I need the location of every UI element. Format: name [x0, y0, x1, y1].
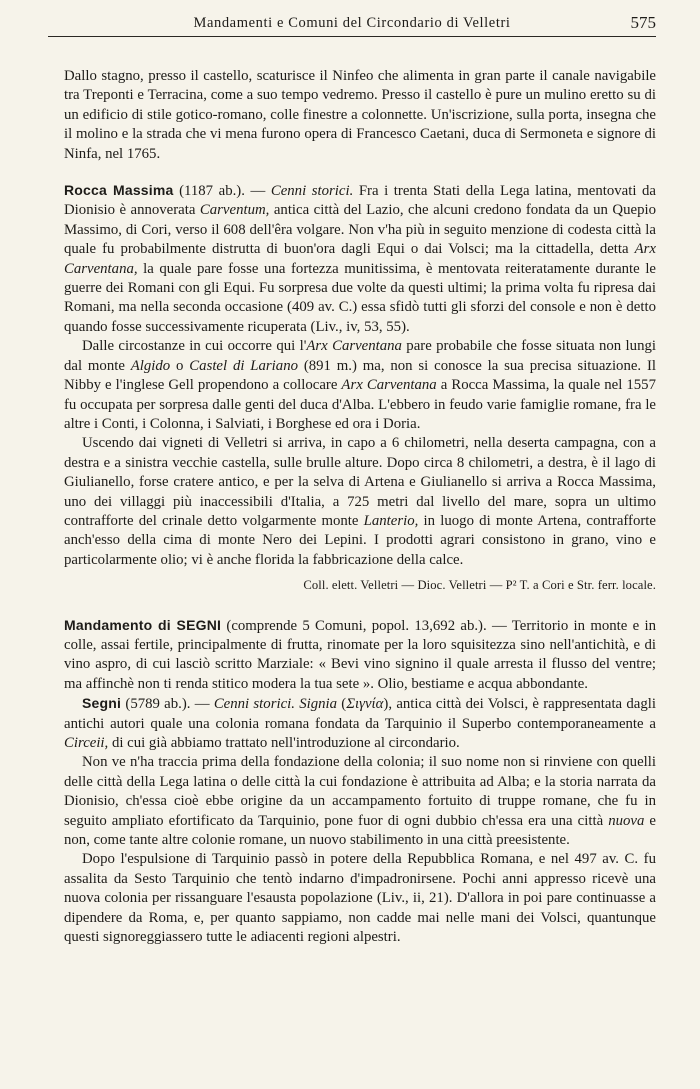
- text: ), antica città dei Volsci, è rappresentata dagli antichi autori quale una colonia romana fondata da Tarquinio il Superbo contemporaneamente a: [64, 696, 656, 732]
- paragraph-text: Dallo stagno, presso il castello, scaturisce il Ninfeo che alimenta in gran parte il canale navigabile tra Treponti e Terracina, come a suo tempo vedremo. Presso il castello è pure un mulino eretto su di un edificio di stile gotico-romano, colle finestre a colonnette. Un'iscrizione, sulla porta, insegna che il molino e la strada che vi mena furono opera di Francesco Caetani, duca di Sermoneta e signore di Ninfa, nel 1765.: [64, 68, 656, 162]
- paragraph-arx-carventana: [64, 337, 656, 434]
- italic-text: Σιγνία: [346, 696, 384, 713]
- administrative-note: Coll. elett. Velletri — Dioc. Velletri — P² T. a Cori e Str. ferr. locale.: [303, 578, 656, 593]
- italic-text: Arx Carventana: [341, 377, 437, 394]
- text: (: [337, 696, 347, 713]
- text: (1187 ab.). —: [173, 183, 271, 200]
- section-heading-mandamento-segni: Mandamento di SEGNI: [64, 616, 222, 633]
- italic-text: Algido: [130, 357, 171, 374]
- paragraph-ninfa: [64, 67, 656, 164]
- italic-text: Arx Carventana,: [64, 241, 656, 277]
- italic-text: Cenni storici.: [270, 183, 354, 200]
- paragraph-rocca-massima: [64, 181, 656, 337]
- italic-text: nuova: [608, 812, 645, 829]
- italic-text: Cenni storici. Signia: [213, 696, 338, 713]
- text: Fra i trenta Stati della Lega latina, mentovati da Dionisio è annoverata: [64, 183, 657, 219]
- italic-text: Carventum,: [199, 202, 270, 219]
- running-header: [48, 14, 656, 37]
- text: o: [170, 357, 190, 374]
- text: (891 m.) ma, non si conosce la sua precisa situazione. Il Nibby e l'inglese Gell propendono a collocare: [64, 357, 657, 394]
- header-title: Mandamenti e Comuni del Circondario di Velletri: [193, 15, 511, 31]
- italic-text: Circeii,: [64, 735, 109, 751]
- text: e non, come tante altre colonie romane, un nuovo stabilimento in una città preesistente.: [64, 812, 656, 849]
- text: pare probabile che fosse situata non lungi dal monte: [64, 338, 656, 374]
- italic-text: Castel di Lariano: [189, 357, 298, 374]
- section-heading-rocca-massima: Rocca Massima: [64, 182, 174, 199]
- text: Dalle circostanze in cui occorre qui l': [82, 338, 307, 355]
- page-number: 575: [630, 13, 656, 32]
- italic-text: Lanterio,: [363, 512, 419, 529]
- section-heading-segni: Segni: [82, 695, 122, 712]
- text: di cui già abbiamo trattato nell'introduzione al circondario.: [108, 735, 460, 751]
- text: Non ve n'ha traccia prima della fondazione della colonia; il suo nome non si rinviene con quelli delle città della Lega latina o delle città la cui fondazione è attribuita ad Alba; e la storia narrata da Dionisio, ch'essa cioè ebbe origine da un accampamento fortuito di truppe romane, che fu in seguito ampliato efortificato da Tarquinio, pone fuor di ogni dubbio ch'essa era una città: [64, 754, 656, 829]
- paragraph-route: [64, 434, 656, 570]
- paragraph-segni-origin: [64, 753, 656, 850]
- text: in luogo di monte Artena, contrafforte anch'esso della cima di monte Nero dei Lepini. I prodotti agrari consistono in grano, vino e particolarmente olio; vi è anche florida la fabbricazione della calce.: [64, 512, 656, 568]
- italic-text: Arx Carventana: [306, 338, 402, 355]
- text: la quale pare fosse una fortezza munitissima, è mentovata reiteratamente durante le guerre dei Romani con gli Equi. Fu sorpresa due volte da questi ultimi; la prima volta fu ripresa dai Romani, ma nella seconda occasione (409 av. C.) essa sfidò tutti gli sforzi del console e non è detto quando fosse successivamente ricuperata (Liv., iv, 53, 55).: [64, 260, 656, 335]
- paragraph-segni-history: [64, 850, 656, 947]
- text: a Rocca Massima, la quale nel 1557 fu occupata per sorpresa dalle genti del duca d'Alba. L'ebbero in feudo varie famiglie romane, fra le altre i Conti, i Colonna, i Salviati, i Borghese ed ora i Doria.: [64, 377, 656, 432]
- page-body: [64, 67, 656, 947]
- paragraph-mandamento-segni: [64, 616, 656, 695]
- text: Uscendo dai vigneti di Velletri si arriva, in capo a 6 chilometri, nella deserta campagna, con a destra e a sinistra vecchie castella, sulle brulle alture. Dopo circa 8 chilometri, a destra, è il lago di Giulianello, forse cratere antico, e per la selva di Artena e Giulianello si arriva a Rocca Massima, uno dei villaggi più inaccessibili d'Italia, a 725 metri dal livello del mare, sopra un ultimo contrafforte del crinale detto volgarmente monte: [64, 435, 656, 529]
- text: Dopo l'espulsione di Tarquinio passò in potere della Repubblica Romana, e nel 497 av. C. fu assalita da Sesto Tarquinio che tentò indarno d'impadronirsene. Pochi anni appresso ricevè una nuova colonia per rissanguare l'esausta popolazione (Liv., ii, 21). D'allora in poi pare continuasse a dipendere da Roma, e, per quanto sappiamo, non cadde mai nelle mani dei Volsci, quantunque questi signoreggiassero tutte le adiacenti regioni alpestri.: [64, 851, 656, 946]
- text: (comprende 5 Comuni, popol. 13,692 ab.). — Territorio in monte e in colle, assai fertile, principalmente di frutta, rinomate per la loro squisitezza sino nell'antichità, e di vino aspro, di cui lasciò scritto Marziale: « Bevi vino signino il quale arresta il flusso del ventre; ma affinchè non ti renda stitico modera la tua sete ». Olio, bestiame e acqua abbondante.: [64, 617, 656, 692]
- text: antica città del Lazio, che alcuni credono fondata da un Quepio Massimo, di Cori, verso il 608 dell'êra volgare. Non v'ha più in seguito menzione di codesta città la quale fu probabilmente distrutta di buon'ora dagli Equi o dai Volsci; ma la cittadella, detta: [64, 202, 656, 258]
- paragraph-segni: [64, 694, 656, 753]
- text: (5789 ab.). —: [121, 696, 214, 713]
